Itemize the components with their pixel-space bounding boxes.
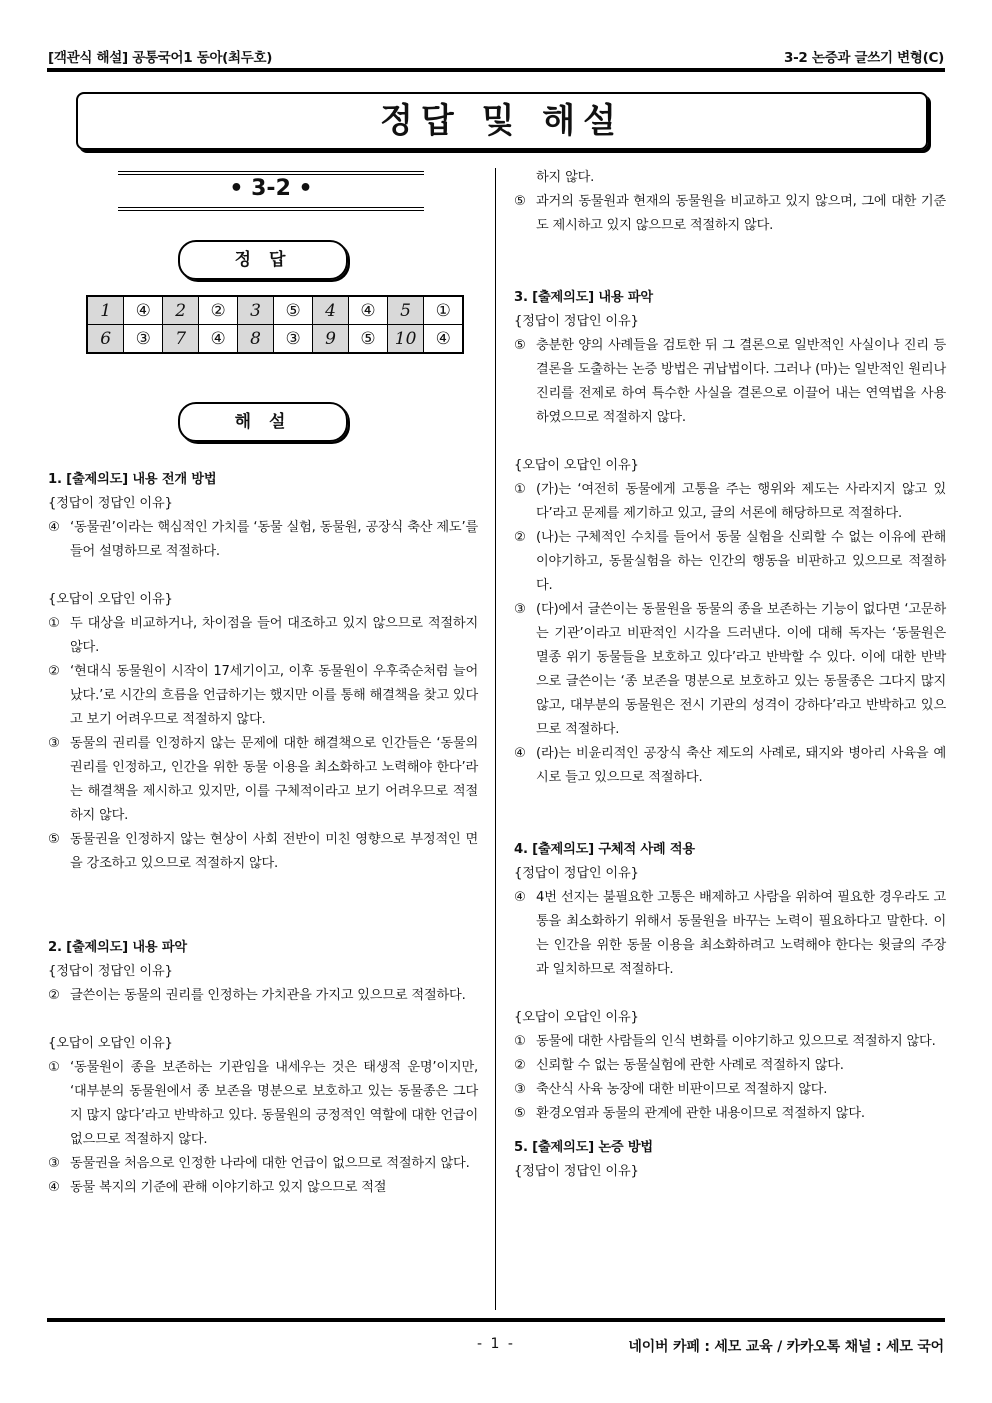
wrong-reason-label: {오답이 오답인 이유}	[48, 1036, 173, 1051]
list-item	[514, 1078, 946, 1102]
item-text: 신뢰할 수 없는 동물실험에 관한 사례로 적절하지 않다.	[536, 1058, 844, 1073]
item-mark: ②	[514, 530, 526, 545]
item-text: ‘동물권’이라는 핵심적인 가치를 ‘동물 실험, 동물원, 공장식 축산 제도’를 들어 설명하므로 적절하다.	[70, 520, 478, 559]
wrong-reason-label: {오답이 오답인 이유}	[48, 592, 173, 607]
list-item	[514, 478, 946, 526]
answer-number: 6	[87, 325, 124, 354]
item-text: 동물의 권리를 인정하지 않는 문제에 대한 해결책으로 인간들은 ‘동물의 권리를 인정하고, 인간을 위한 동물 이용을 최소화하고 노력해야 한다’라는 해결책을 제시하고 있지만, 이를 구체적이라고 보기 어려우므로 적절하지 않다.	[70, 736, 478, 823]
wrong-reason-label: {오답이 오답인 이유}	[514, 1010, 639, 1025]
answer-value: ③	[274, 325, 313, 354]
answer-value: ④	[349, 296, 388, 325]
column-divider	[495, 168, 496, 1310]
list-item	[514, 526, 946, 598]
answer-value: ⑤	[274, 296, 313, 325]
item-mark: ①	[48, 1060, 60, 1075]
answer-value: ③	[124, 325, 163, 354]
list-item	[514, 742, 946, 790]
answer-number: 3	[237, 296, 273, 325]
list-item	[514, 886, 946, 982]
item-text: 환경오염과 동물의 관계에 관한 내용이므로 적절하지 않다.	[536, 1106, 865, 1121]
header-right-text: 3-2 논증과 글쓰기 변형(C)	[784, 50, 944, 66]
right-column	[514, 166, 946, 1184]
answer-value: ②	[199, 296, 238, 325]
list-item	[514, 1030, 946, 1054]
item-mark: ①	[514, 1034, 526, 1049]
item-text: 과거의 동물원과 현재의 동물원을 비교하고 있지 않으며, 그에 대한 기준도 제시하고 있지 않으므로 적절하지 않다.	[536, 194, 946, 233]
item-text: 충분한 양의 사례들을 검토한 뒤 그 결론으로 일반적인 사실이나 진리 등 결론을 도출하는 논증 방법은 귀납법이다. 그러나 (마)는 일반적인 원리나 진리를 전제로 하여 특수한 사실을 결론으로 이끌어 내는 연역법을 사용하였으므로 적절하지 않다.	[536, 338, 946, 425]
list-item	[514, 598, 946, 742]
answer-value: ④	[124, 296, 163, 325]
explanation-heading: 해 설	[178, 402, 348, 442]
section-rule-top	[118, 171, 424, 175]
list-item	[514, 334, 946, 430]
list-item	[48, 1152, 478, 1176]
item-mark: ④	[514, 890, 526, 905]
item-text: (다)에서 글쓴이는 동물원을 동물의 종을 보존하는 기능이 없다면 ‘고문하는 기관’이라고 비판적인 시각을 드러낸다. 이에 대해 독자는 ‘동물원은 멸종 위기 동물들을 보호하고 있다’라고 반박할 수 있다. 이에 대한 반박으로 글쓴이는 ‘종 보존을 명분으로 보호하고 있는 동물종은 그다지 많지 않고, 대부분의 동물원은 전시 기관의 성격이 강하다’라고 반박하고 있으므로 적절하다.	[536, 602, 946, 737]
item-mark: ②	[48, 988, 60, 1003]
item-mark: ②	[48, 664, 60, 679]
question-3-title: 3. [출제의도] 내용 파악	[514, 290, 653, 305]
list-item	[48, 732, 478, 828]
question-2-title: 2. [출제의도] 내용 파악	[48, 940, 187, 955]
item-text: 동물에 대한 사람들의 인식 변화를 이야기하고 있으므로 적절하지 않다.	[536, 1034, 936, 1049]
item-mark: ③	[48, 736, 60, 751]
correct-reason-label: {정답이 정답인 이유}	[514, 1164, 639, 1179]
footer-rule	[47, 1318, 945, 1322]
list-item	[514, 1054, 946, 1078]
left-column	[48, 468, 478, 1200]
item-text: 4번 선지는 불필요한 고통은 배제하고 사람을 위하여 필요한 경우라도 고통을 최소화하기 위해서 동물원을 바꾸는 노력이 필요하다고 말한다. 이는 인간을 위한 동물 이용을 최소화하려고 노력해야 한다는 윗글의 주장과 일치하므로 적절하다.	[536, 890, 946, 977]
correct-reason-label: {정답이 정답인 이유}	[48, 496, 173, 511]
answer-number: 4	[312, 296, 348, 325]
answer-row	[87, 296, 463, 325]
list-item	[48, 660, 478, 732]
item-mark: ②	[514, 1058, 526, 1073]
list-item	[48, 828, 478, 876]
question-5-title: 5. [출제의도] 논증 방법	[514, 1140, 653, 1155]
answer-number: 9	[312, 325, 348, 354]
footer-right-text: 네이버 카페 : 세모 교육 / 카카오톡 채널 : 세모 국어	[628, 1339, 944, 1355]
item-mark: ⑤	[48, 832, 60, 847]
correct-reason-label: {정답이 정답인 이유}	[514, 866, 639, 881]
answer-value: ④	[424, 325, 463, 354]
answer-table	[86, 295, 464, 354]
item-mark: ⑤	[514, 338, 526, 353]
answer-heading: 정 답	[178, 240, 348, 280]
continued-text: 하지 않다.	[536, 170, 595, 185]
item-text: ‘현대식 동물원이 시작이 17세기이고, 이후 동물원이 우후죽순처럼 늘어났다.’로 시간의 흐름을 언급하기는 했지만 이를 통해 해결책을 찾고 있다고 보기 어려우므로 적절하지 않다.	[70, 664, 478, 727]
correct-reason-label: {정답이 정답인 이유}	[48, 964, 173, 979]
item-text: (라)는 비윤리적인 공장식 축산 제도의 사례로, 돼지와 병아리 사육을 예시로 들고 있으므로 적절하다.	[536, 746, 946, 785]
item-mark: ①	[514, 482, 526, 497]
answer-value: ①	[424, 296, 463, 325]
item-mark: ④	[514, 746, 526, 761]
item-mark: ③	[48, 1156, 60, 1171]
item-mark: ③	[514, 602, 526, 617]
section-label: • 3-2 •	[229, 176, 313, 201]
header-rule	[47, 68, 945, 72]
item-text: 동물권을 인정하지 않는 현상이 사회 전반이 미친 영향으로 부정적인 면을 강조하고 있으므로 적절하지 않다.	[70, 832, 478, 871]
item-text: 글쓴이는 동물의 권리를 인정하는 가치관을 가지고 있으므로 적절하다.	[70, 988, 466, 1003]
question-4-title: 4. [출제의도] 구체적 사례 적용	[514, 842, 695, 857]
item-mark: ⑤	[514, 1106, 526, 1121]
list-item	[48, 1056, 478, 1152]
item-text: ‘동물원이 종을 보존하는 기관임을 내세우는 것은 태생적 운명’이지만, ‘대부분의 동물원에서 종 보존을 명분으로 보호하고 있는 동물종은 그다지 많지 않다’라고 반박하고 있다. 동물원의 긍정적인 역할에 대한 언급이 없으므로 적절하지 않다.	[70, 1060, 478, 1147]
question-1-title: 1. [출제의도] 내용 전개 방법	[48, 472, 217, 487]
list-item	[48, 1176, 478, 1200]
section-rule-bottom	[118, 207, 424, 211]
correct-reason-label: {정답이 정답인 이유}	[514, 314, 639, 329]
list-item	[514, 190, 946, 238]
item-mark: ④	[48, 520, 60, 535]
item-text: 두 대상을 비교하거나, 차이점을 들어 대조하고 있지 않으므로 적절하지 않다.	[70, 616, 478, 655]
list-item	[48, 516, 478, 564]
answer-number: 8	[237, 325, 273, 354]
answer-number: 10	[387, 325, 424, 354]
answer-number: 1	[87, 296, 124, 325]
answer-value: ④	[199, 325, 238, 354]
page-number: - 1 -	[477, 1336, 515, 1352]
item-mark: ①	[48, 616, 60, 631]
item-text: (나)는 구체적인 수치를 들어서 동물 실험을 신뢰할 수 없는 이유에 관해 이야기하고, 동물실험을 하는 인간의 행동을 비판하고 있으므로 적절하다.	[536, 530, 946, 593]
item-text: 동물 복지의 기준에 관해 이야기하고 있지 않으므로 적절	[70, 1180, 387, 1195]
item-text: (가)는 ‘여전히 동물에게 고통을 주는 행위와 제도는 사라지지 않고 있다’라고 문제를 제기하고 있고, 글의 서론에 해당하므로 적절하다.	[536, 482, 946, 521]
answer-row	[87, 325, 463, 354]
item-text: 동물권을 처음으로 인정한 나라에 대한 언급이 없으므로 적절하지 않다.	[70, 1156, 470, 1171]
page-title: 정답 및 해설	[76, 92, 928, 150]
item-mark: ④	[48, 1180, 60, 1195]
answer-value: ⑤	[349, 325, 388, 354]
list-item	[48, 612, 478, 660]
header-left-text: [객관식 해설] 공통국어1 동아(최두호)	[48, 50, 273, 66]
list-item	[514, 1102, 946, 1126]
list-item	[48, 984, 478, 1008]
answer-number: 5	[387, 296, 424, 325]
item-text: 축산식 사육 농장에 대한 비판이므로 적절하지 않다.	[536, 1082, 828, 1097]
item-mark: ③	[514, 1082, 526, 1097]
answer-number: 2	[162, 296, 198, 325]
item-mark: ⑤	[514, 194, 526, 209]
wrong-reason-label: {오답이 오답인 이유}	[514, 458, 639, 473]
answer-number: 7	[162, 325, 198, 354]
